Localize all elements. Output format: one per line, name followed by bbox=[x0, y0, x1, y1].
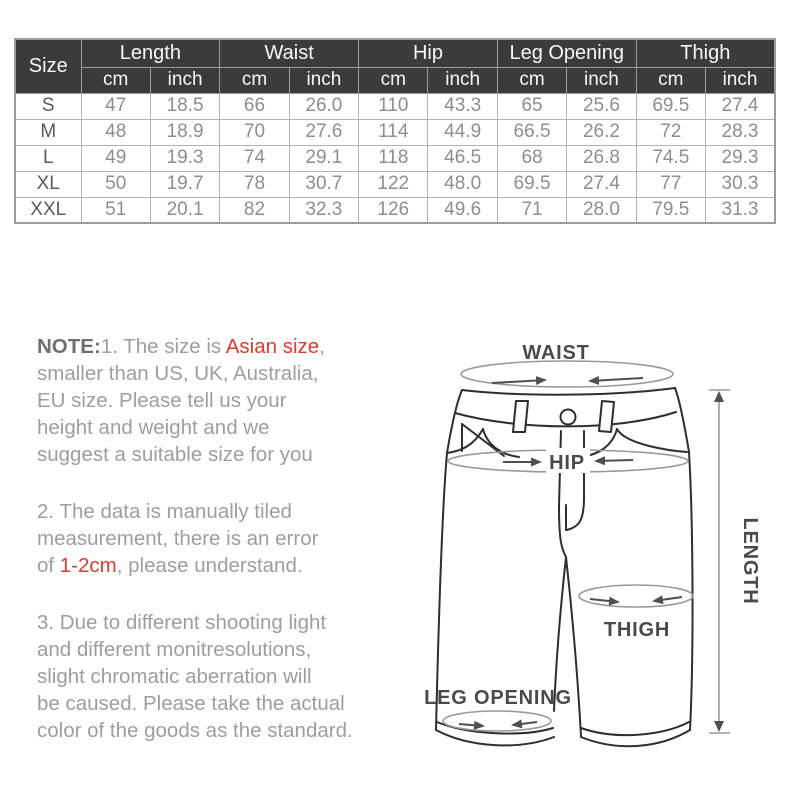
unit-header-inch: inch bbox=[706, 67, 775, 93]
unit-header-cm: cm bbox=[636, 67, 705, 93]
table-cell: 51 bbox=[81, 197, 150, 223]
note-line: suggest a suitable size for you bbox=[37, 443, 313, 466]
note-line bbox=[37, 333, 389, 360]
table-cell-size: XXL bbox=[15, 197, 81, 223]
note-line: 2. The data is manually tiled bbox=[37, 500, 292, 523]
column-header-waist: Waist bbox=[220, 39, 359, 67]
notes-section bbox=[37, 333, 389, 774]
unit-header-inch: inch bbox=[428, 67, 497, 93]
note-text: of bbox=[37, 554, 60, 577]
note-highlight: 1-2cm bbox=[59, 554, 117, 577]
unit-header-inch: inch bbox=[567, 67, 636, 93]
table-row bbox=[15, 171, 775, 197]
unit-header-inch: inch bbox=[289, 67, 358, 93]
note-paragraph-2 bbox=[37, 498, 389, 579]
table-cell: 44.9 bbox=[428, 119, 497, 145]
table-cell-size: M bbox=[15, 119, 81, 145]
table-cell-size: XL bbox=[15, 171, 81, 197]
belt-loop bbox=[599, 401, 614, 432]
button-icon bbox=[561, 410, 576, 425]
table-cell: 27.4 bbox=[567, 171, 636, 197]
table-cell: 114 bbox=[359, 119, 428, 145]
note-paragraph-3 bbox=[37, 609, 389, 744]
table-cell: 31.3 bbox=[706, 197, 775, 223]
thigh-label: THIGH bbox=[603, 619, 671, 641]
arrow-up-icon bbox=[714, 391, 724, 402]
note-line: EU size. Please tell us your bbox=[37, 389, 287, 412]
table-cell: 29.3 bbox=[706, 145, 775, 171]
table-cell: 71 bbox=[497, 197, 566, 223]
length-label: LENGTH bbox=[739, 517, 761, 605]
table-cell: 49 bbox=[81, 145, 150, 171]
column-header-length: Length bbox=[81, 39, 220, 67]
table-cell: 32.3 bbox=[289, 197, 358, 223]
table-cell: 48 bbox=[81, 119, 150, 145]
table-cell: 19.7 bbox=[150, 171, 219, 197]
note-line: be caused. Please take the actual bbox=[37, 692, 345, 715]
size-table bbox=[14, 38, 776, 224]
table-cell: 69.5 bbox=[497, 171, 566, 197]
waist-measure bbox=[461, 361, 673, 387]
table-cell: 126 bbox=[359, 197, 428, 223]
table-cell: 26.8 bbox=[567, 145, 636, 171]
table-cell: 70 bbox=[220, 119, 289, 145]
table-cell-size: S bbox=[15, 93, 81, 119]
note-line: 3. Due to different shooting light bbox=[37, 611, 327, 634]
note-text: 1. The size is bbox=[100, 335, 226, 358]
table-row bbox=[15, 197, 775, 223]
table-header-units-row bbox=[15, 67, 775, 93]
note-line: smaller than US, UK, Australia, bbox=[37, 362, 319, 385]
table-cell: 43.3 bbox=[428, 93, 497, 119]
column-header-hip: Hip bbox=[359, 39, 498, 67]
table-row bbox=[15, 119, 775, 145]
length-measure bbox=[709, 390, 730, 733]
unit-header-cm: cm bbox=[359, 67, 428, 93]
table-cell: 18.5 bbox=[150, 93, 219, 119]
table-cell: 78 bbox=[220, 171, 289, 197]
note-line: measurement, there is an error bbox=[37, 527, 319, 550]
table-cell: 25.6 bbox=[567, 93, 636, 119]
column-header-thigh: Thigh bbox=[636, 39, 775, 67]
unit-header-cm: cm bbox=[81, 67, 150, 93]
table-cell: 110 bbox=[359, 93, 428, 119]
table-cell-size: L bbox=[15, 145, 81, 171]
table-cell: 82 bbox=[220, 197, 289, 223]
table-cell: 49.6 bbox=[428, 197, 497, 223]
column-header-leg-opening: Leg Opening bbox=[497, 39, 636, 67]
note-label: NOTE: bbox=[37, 335, 101, 358]
note-paragraph-1 bbox=[37, 333, 389, 468]
note-line: color of the goods as the standard. bbox=[37, 719, 353, 742]
table-cell: 28.3 bbox=[706, 119, 775, 145]
table-cell: 27.4 bbox=[706, 93, 775, 119]
table-cell: 79.5 bbox=[636, 197, 705, 223]
table-cell: 122 bbox=[359, 171, 428, 197]
table-cell: 74 bbox=[220, 145, 289, 171]
table-cell: 20.1 bbox=[150, 197, 219, 223]
note-text: , please understand. bbox=[116, 554, 303, 577]
table-row bbox=[15, 145, 775, 171]
table-cell: 26.2 bbox=[567, 119, 636, 145]
table-cell: 69.5 bbox=[636, 93, 705, 119]
note-line: height and weight and we bbox=[37, 416, 270, 439]
table-cell: 46.5 bbox=[428, 145, 497, 171]
shorts-measurement-diagram bbox=[398, 330, 790, 785]
table-cell: 29.1 bbox=[289, 145, 358, 171]
table-cell: 18.9 bbox=[150, 119, 219, 145]
thigh-measure bbox=[579, 585, 693, 607]
table-cell: 28.0 bbox=[567, 197, 636, 223]
table-cell: 66.5 bbox=[497, 119, 566, 145]
unit-header-cm: cm bbox=[497, 67, 566, 93]
column-header-size: Size bbox=[15, 39, 81, 93]
table-cell: 30.7 bbox=[289, 171, 358, 197]
waist-label: WAIST bbox=[522, 342, 590, 364]
table-cell: 47 bbox=[81, 93, 150, 119]
table-cell: 48.0 bbox=[428, 171, 497, 197]
table-cell: 118 bbox=[359, 145, 428, 171]
hip-label: HIP bbox=[549, 452, 585, 474]
table-cell: 77 bbox=[636, 171, 705, 197]
leg-opening-label: LEG OPENING bbox=[424, 687, 572, 709]
unit-header-cm: cm bbox=[220, 67, 289, 93]
table-cell: 19.3 bbox=[150, 145, 219, 171]
table-cell: 26.0 bbox=[289, 93, 358, 119]
note-line: and different monitresolutions, bbox=[37, 638, 312, 661]
note-line bbox=[37, 552, 389, 579]
table-header-group-row bbox=[15, 39, 775, 67]
table-cell: 68 bbox=[497, 145, 566, 171]
belt-loop bbox=[513, 401, 528, 432]
arrow-down-icon bbox=[714, 721, 724, 732]
note-highlight: Asian size bbox=[225, 335, 320, 358]
leg-opening-measure bbox=[443, 711, 551, 731]
table-cell: 72 bbox=[636, 119, 705, 145]
note-text: , bbox=[319, 335, 325, 358]
table-cell: 30.3 bbox=[706, 171, 775, 197]
table-cell: 27.6 bbox=[289, 119, 358, 145]
table-cell: 50 bbox=[81, 171, 150, 197]
table-cell: 66 bbox=[220, 93, 289, 119]
table-row bbox=[15, 93, 775, 119]
unit-header-inch: inch bbox=[150, 67, 219, 93]
table-cell: 65 bbox=[497, 93, 566, 119]
table-cell: 74.5 bbox=[636, 145, 705, 171]
note-line: slight chromatic aberration will bbox=[37, 665, 312, 688]
